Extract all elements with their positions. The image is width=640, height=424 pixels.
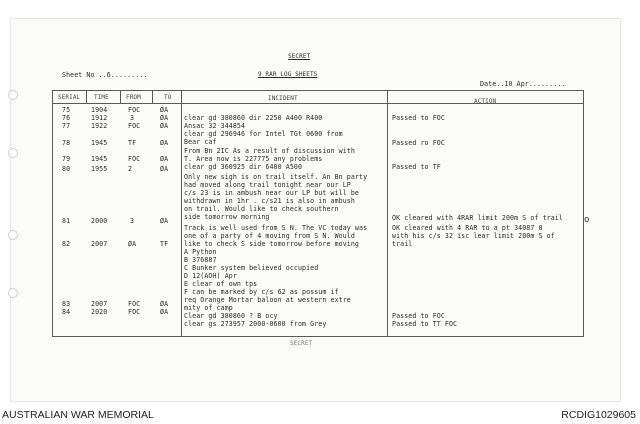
cell-incident: clear gd 360925 dir 6400 A500 — [184, 163, 303, 171]
cell-incident: D 12(AOH) Apr — [184, 272, 237, 280]
cell-action: Passed to FOC — [392, 312, 445, 320]
cell-to: ØA — [160, 300, 169, 308]
cell-time: 1955 — [91, 165, 108, 173]
cell-incident: mity of camp — [184, 304, 233, 312]
cell-time: 2007 — [91, 300, 108, 308]
cell-serial: 76 — [62, 114, 71, 122]
punch-hole — [8, 148, 18, 158]
column-header-time: TIME — [94, 94, 109, 101]
cell-incident: on trail. Would like to check southern — [184, 205, 339, 213]
cell-time: 2007 — [91, 240, 108, 248]
date-label: Date..10 Apr......... — [480, 80, 566, 88]
table-header-rule — [52, 103, 584, 104]
cell-serial: 83 — [62, 300, 71, 308]
cell-action: Passed to TT FOC — [392, 320, 458, 328]
column-header-action: ACTION — [474, 98, 497, 105]
cell-incident: Clear gd 380860 ? B ocy — [184, 312, 278, 320]
cell-serial: 82 — [62, 240, 71, 248]
cell-incident: E clear of own tps — [184, 280, 258, 288]
handwritten-mark: o — [584, 215, 590, 225]
archive-credit: AUSTRALIAN WAR MEMORIAL — [2, 409, 154, 421]
column-divider — [152, 90, 153, 103]
cell-serial: 75 — [62, 106, 71, 114]
table-bottom-rule — [52, 336, 584, 337]
cell-to: TF — [160, 240, 169, 248]
cell-time: 1904 — [91, 106, 108, 114]
cell-to: ØA — [160, 114, 169, 122]
cell-incident: Only new sigh is on trail itself. An Bn party — [184, 173, 368, 181]
cell-serial: 77 — [62, 122, 71, 130]
cell-from: 2 — [128, 165, 133, 173]
cell-from: 3 — [130, 217, 135, 225]
cell-to: ØA — [160, 106, 169, 114]
cell-incident: had moved along trail tonight near our LP — [184, 181, 351, 189]
column-divider — [120, 90, 121, 103]
cell-action: OK cleared with 4 RAR to a pt 34087 0 — [392, 224, 543, 232]
unit-title: 9 RAR LOG SHEETS — [258, 71, 318, 78]
punch-hole — [8, 230, 18, 240]
column-divider — [86, 90, 87, 103]
cell-action: Passed to TF — [392, 163, 441, 171]
cell-to: ØA — [160, 122, 169, 130]
table-left-rule — [52, 90, 53, 336]
cell-incident: Ansac 32 344854 — [184, 122, 246, 130]
cell-action: with his c/s 32 isc lear limit 200m S of — [392, 232, 555, 240]
cell-incident: one of a party of 4 moving from S N. Would — [184, 232, 355, 240]
cell-serial: 80 — [62, 165, 71, 173]
punch-hole — [8, 90, 18, 100]
cell-incident: clear gd 296946 for Intel TGt 0600 from — [184, 130, 343, 138]
cell-incident: c/s 23 is in ambush near our LP but will be — [184, 189, 359, 197]
cell-action: trail — [392, 240, 413, 248]
cell-from: FOC — [128, 308, 141, 316]
cell-incident: like to check S side tomorrow before moving — [184, 240, 359, 248]
sheet-number: Sheet No ..6......... — [62, 71, 148, 79]
classification-top: SECRET — [288, 53, 311, 60]
cell-serial: 84 — [62, 308, 71, 316]
cell-serial: 79 — [62, 155, 71, 163]
cell-incident: clear gd 380860 dir 2250 A400 R400 — [184, 114, 323, 122]
cell-action: OK cleared with 4RAR limit 200m S of trail — [392, 214, 563, 222]
cell-incident: req Orange Mortar baloon at western extre — [184, 296, 351, 304]
cell-incident: side tomorrow morning — [184, 213, 270, 221]
cell-to: ØA — [160, 165, 169, 173]
cell-serial: 78 — [62, 139, 71, 147]
cell-to: ØA — [160, 217, 169, 225]
column-divider — [181, 90, 182, 336]
cell-from: TF — [128, 139, 137, 147]
cell-incident: clear gs 273957 2000-0600 from Grey — [184, 320, 327, 328]
cell-incident: Track is well used from S N. The VC today was — [184, 224, 368, 232]
cell-from: ØA — [128, 240, 137, 248]
cell-from: 3 — [130, 114, 135, 122]
column-header-from: FROM — [126, 94, 141, 101]
cell-incident: C Bunker system believed occupied — [184, 264, 319, 272]
cell-time: 2020 — [91, 308, 108, 316]
cell-incident: From Bn 2IC As a result of discussion with — [184, 147, 355, 155]
cell-time: 2000 — [91, 217, 108, 225]
cell-incident: F can be marked by c/s 62 as possum if — [184, 288, 339, 296]
table-top-rule — [52, 90, 584, 91]
cell-incident: Bear caf — [184, 138, 217, 146]
table-right-rule — [583, 90, 584, 336]
cell-incident: withdrawn in 1hr . c/s21 is also in ambush — [184, 197, 355, 205]
cell-from: FOC — [128, 106, 141, 114]
cell-to: ØA — [160, 139, 169, 147]
cell-incident: T. Area now is 227775 any problems — [184, 155, 323, 163]
cell-from: FOC — [128, 300, 141, 308]
cell-time: 1945 — [91, 139, 108, 147]
cell-to: ØA — [160, 155, 169, 163]
classification-bottom: SECRET — [290, 340, 313, 347]
archive-id: RCDIG1029605 — [561, 409, 636, 421]
cell-incident: B 376887 — [184, 256, 217, 264]
cell-time: 1945 — [91, 155, 108, 163]
column-divider — [387, 90, 388, 336]
cell-from: FOC — [128, 155, 141, 163]
column-header-serial: SERIAL — [58, 94, 81, 101]
cell-incident: A Python — [184, 248, 217, 256]
punch-hole — [8, 288, 18, 298]
cell-from: FOC — [128, 122, 141, 130]
cell-time: 1922 — [91, 122, 108, 130]
column-header-to: TO — [164, 94, 172, 101]
cell-serial: 81 — [62, 217, 71, 225]
cell-to: ØA — [160, 308, 169, 316]
column-header-incident: INCIDENT — [268, 95, 298, 102]
cell-action: Passed to FOC — [392, 114, 445, 122]
cell-time: 1912 — [91, 114, 108, 122]
cell-action: Passed ro FOC — [392, 139, 445, 147]
